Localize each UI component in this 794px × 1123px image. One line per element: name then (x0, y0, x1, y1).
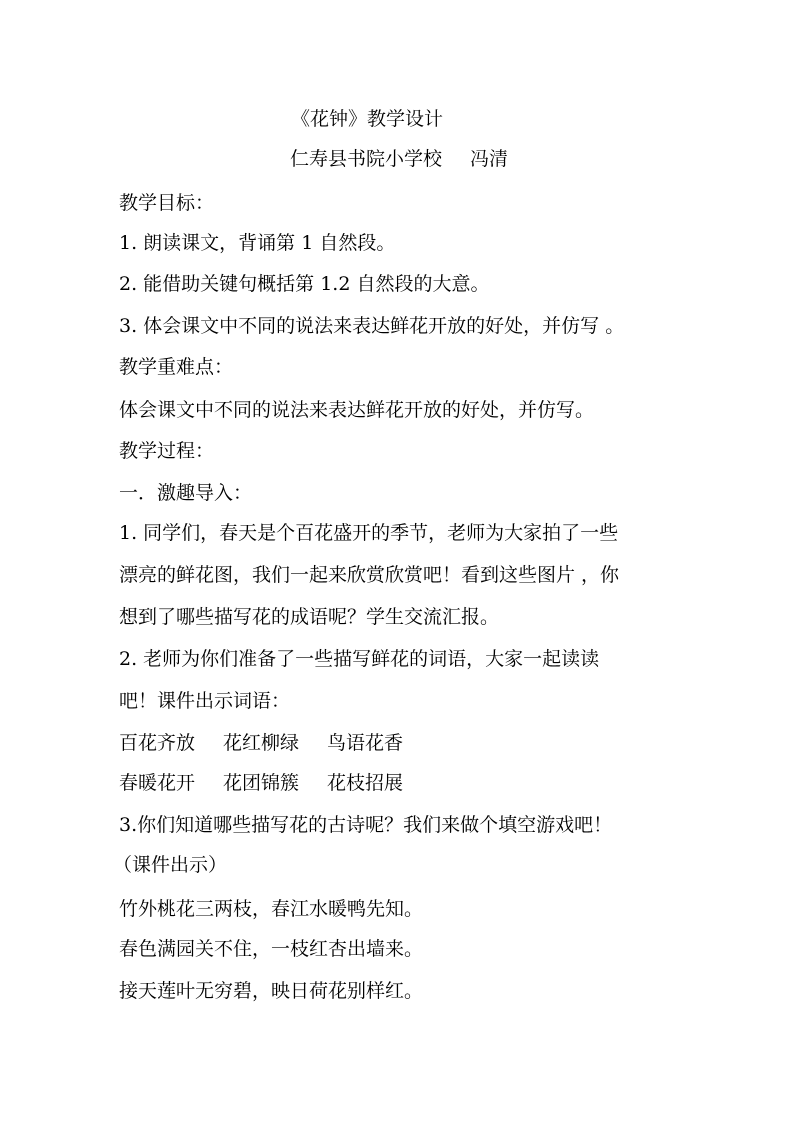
goal-1: 1. 朗读课文，背诵第 1 自然段。 (119, 232, 396, 254)
author-name: 冯清 (470, 148, 509, 170)
idioms-row-2 (119, 771, 403, 795)
goal-3: 3. 体会课文中不同的说法来表达鲜花开放的好处，并仿写 。 (119, 315, 625, 337)
page-title: 《花钟》教学设计 (290, 108, 443, 130)
process-heading: 教学过程： (119, 440, 215, 462)
poem-line-2: 春色满园关不住，一枝红杏出墙来。 (119, 938, 424, 960)
paragraph-2-line-2: 吧！课件出示词语： (119, 690, 291, 712)
poem-line-3: 接天莲叶无穷碧，映日荷花别样红。 (119, 980, 424, 1002)
goals-heading: 教学目标： (119, 192, 215, 214)
idiom: 春暖花开 (119, 772, 196, 794)
paragraph-1-line-2: 漂亮的鲜花图，我们一起来欣赏欣赏吧！看到这些图片 ，你 (119, 564, 620, 586)
author-school: 仁寿县书院小学校 (290, 148, 443, 170)
idiom: 百花齐放 (119, 732, 196, 754)
idiom: 鸟语花香 (327, 732, 404, 754)
paragraph-2-line-1: 2. 老师为你们准备了一些描写鲜花的词语，大家一起读读 (119, 648, 600, 670)
idiom: 花红柳绿 (223, 732, 300, 754)
idioms-row-1 (119, 731, 403, 755)
key-heading: 教学重难点： (119, 356, 234, 378)
key-text: 体会课文中不同的说法来表达鲜花开放的好处，并仿写。 (119, 399, 595, 421)
goal-2: 2. 能借助关键句概括第 1.2 自然段的大意。 (119, 273, 490, 295)
paragraph-3-line-1: 3.你们知道哪些描写花的古诗呢？我们来做个填空游戏吧！ (119, 814, 613, 836)
paragraph-1-line-3: 想到了哪些描写花的成语呢？学生交流汇报。 (119, 606, 500, 628)
idiom: 花团锦簇 (223, 772, 300, 794)
paragraph-3-line-2: （课件出示） (113, 854, 228, 876)
poem-line-1: 竹外桃花三两枝，春江水暖鸭先知。 (119, 898, 424, 920)
idiom: 花枝招展 (327, 772, 404, 794)
paragraph-1-line-1: 1. 同学们，春天是个百花盛开的季节，老师为大家拍了一些 (119, 522, 619, 544)
section-1-heading: 一．激趣导入： (119, 482, 253, 504)
author-line (290, 147, 508, 171)
